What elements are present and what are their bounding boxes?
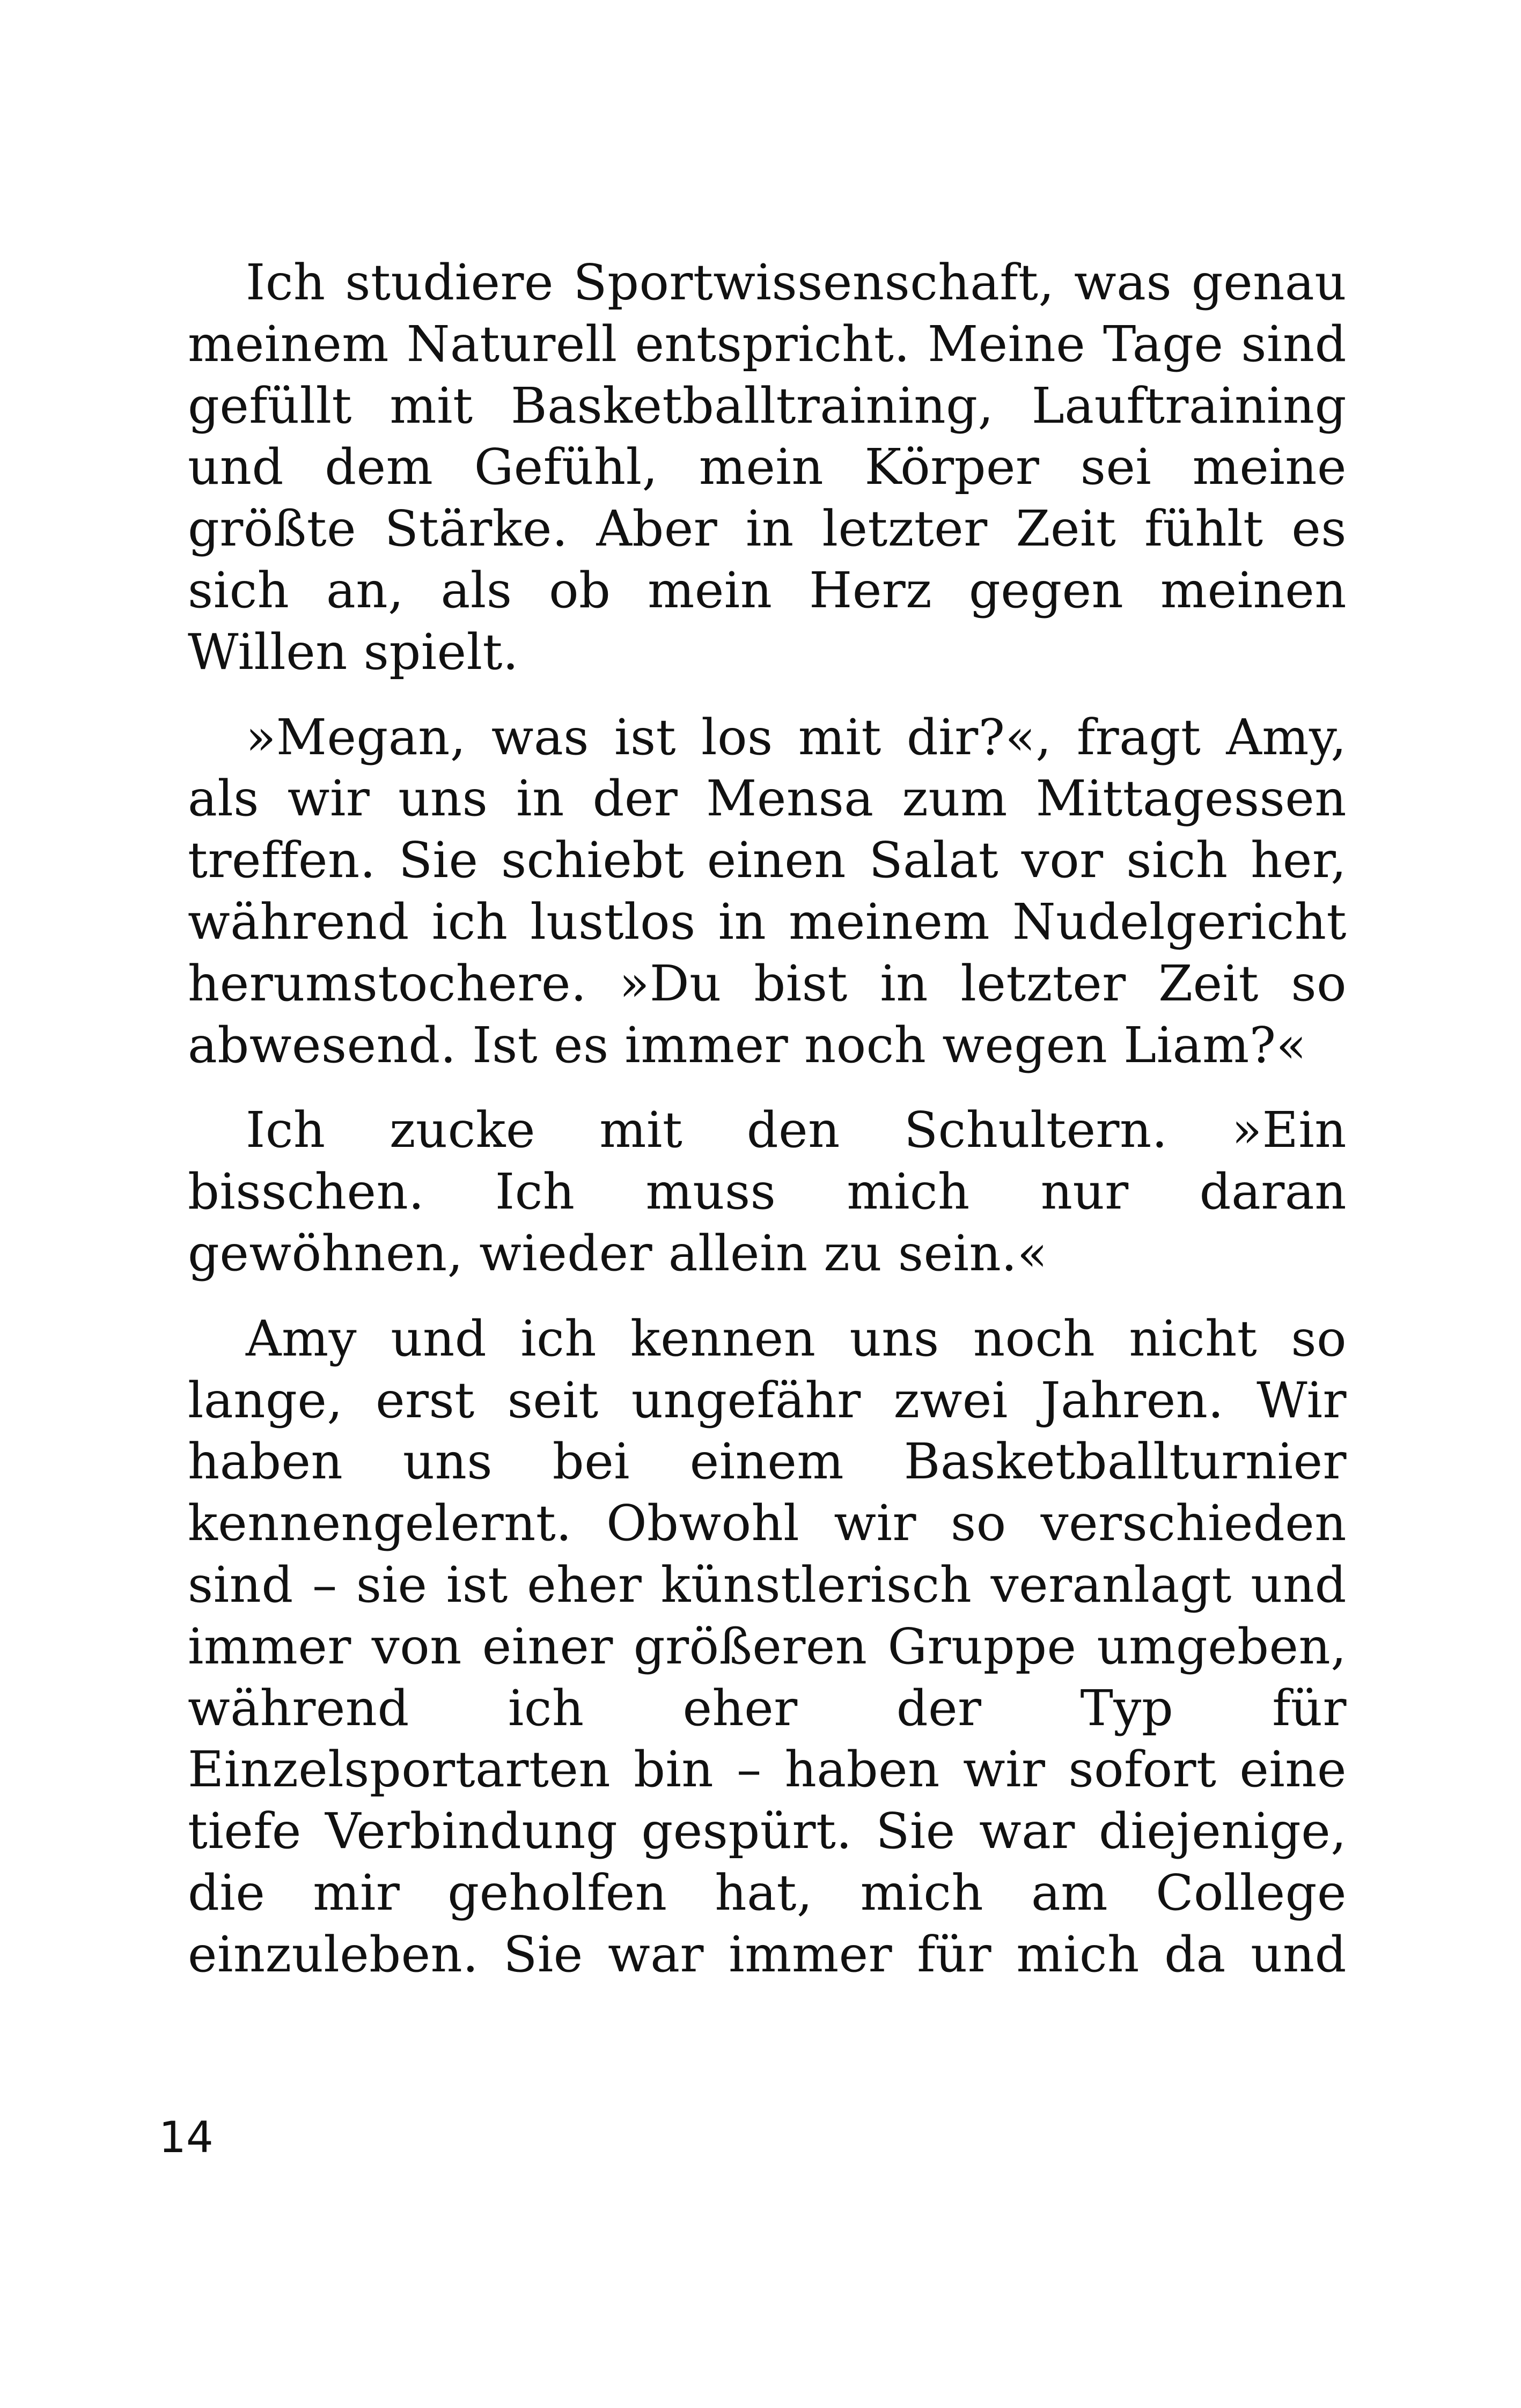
paragraph-4: Amy und ich kennen uns noch nicht so lange, erst seit ungefähr zwei Jahren. Wir haben uns bei einem Basketballturnier kennengelernt. Obwohl wir so verschieden sind – sie ist eher künstlerisch veranlagt und immer von einer größeren Gruppe umgeben, während ich eher der Typ für Einzelsportarten bin – haben wir sofort eine tiefe Verbindung gespürt. Sie war diejenige, die mir geholfen hat, mich am College einzuleben. Sie war immer für mich da und xyxy=(188,1309,1347,1983)
paragraph-2: »Megan, was ist los mit dir?«, fragt Amy, als wir uns in der Mensa zum Mittagessen treffen. Sie schiebt einen Salat vor sich her, während ich lustlos in meinem Nudelgericht herumstochere. »Du bist in letzter Zeit so abwesend. Ist es immer noch wegen Liam?« xyxy=(188,708,1347,1074)
paragraph-3: Ich zucke mit den Schultern. »Ein bisschen. Ich muss mich nur daran gewöhnen, wieder allein zu sein.« xyxy=(188,1101,1347,1282)
page-number: 14 xyxy=(159,2112,214,2162)
paragraph-1: Ich studiere Sportwissenschaft, was genau meinem Naturell entspricht. Meine Tage sind gefüllt mit Basketballtraining, Lauftraining und dem Gefühl, mein Körper sei meine größte Stärke. Aber in letzter Zeit fühlt es sich an, als ob mein Herz gegen meinen Willen spielt. xyxy=(188,254,1347,681)
body-text xyxy=(188,252,1347,1986)
